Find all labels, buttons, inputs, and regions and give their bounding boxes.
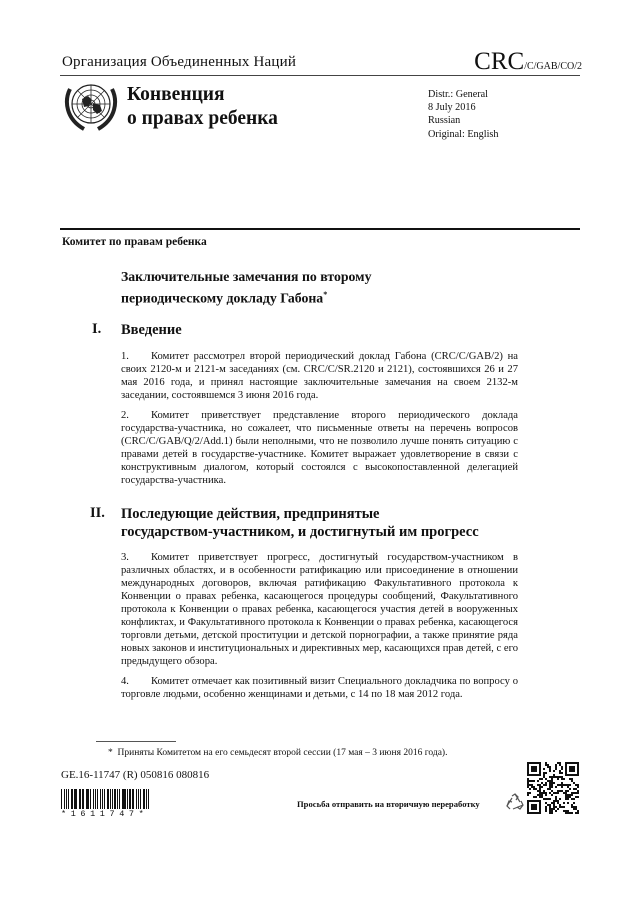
paragraph-number: 2. [121, 410, 129, 421]
barcode-bar [140, 789, 141, 809]
paragraph-2 [121, 409, 518, 487]
section-1-number: I. [92, 321, 102, 337]
organization-name: Организация Объединенных Наций [62, 54, 297, 70]
barcode-bar [68, 789, 69, 809]
distribution-block [428, 88, 498, 141]
header-rule [60, 75, 580, 76]
barcode-bar [66, 789, 67, 809]
qr-code-icon [527, 762, 579, 814]
barcode-bar [97, 789, 98, 809]
document-title-line2: периодическому докладу Габона [121, 290, 324, 306]
paragraph-number: 3. [121, 552, 129, 563]
barcode-bar [123, 789, 125, 809]
convention-title-line2: о правах ребенка [127, 108, 278, 129]
barcode-bar [71, 789, 73, 809]
header-thick-rule [60, 228, 580, 230]
paragraph-4 [121, 675, 518, 701]
recycle-text: Просьба отправить на вторичную переработку [297, 799, 480, 809]
paragraph-text: Комитет отмечает как позитивный визит Специального докладчика по вопросу о торговле людьми, особенно женщинами и детьми, с 14 по 18 мая 2012 года. [121, 676, 518, 700]
document-date: 8 July 2016 [428, 102, 476, 114]
barcode-bar [129, 789, 130, 809]
section-2-title [121, 505, 479, 541]
paragraph-text: Комитет приветствует прогресс, достигнутый государством-участником в различных областях, и в особенности ратификацию или присоединение в отношении международных договоров, включая ратификацию Факультативного протокола к Конвенции о правах ребенка, касающегося процедуры сообщений, Факультативного протокола к Конвенции о правах ребенка, касающегося участия детей в вооруженных конфликтах, и Факультативного протокола к Конвенции о правах ребенка, касающегося торговли детьми, детской проституции и детской порнографии, а также принятие ряда новых законов и институциональных и директивных мер, касающихся прав детей, с его предыдущего обзора. [121, 552, 518, 667]
symbol-suffix: /C/GAB/CO/2 [524, 61, 582, 72]
barcode-bar [100, 789, 101, 809]
barcode-bar [61, 789, 62, 809]
barcode-bar [112, 789, 113, 809]
convention-title-line1: Конвенция [127, 84, 225, 105]
footnote-marker[interactable]: * [323, 290, 328, 299]
convention-title [127, 83, 278, 131]
section-1-title: Введение [121, 322, 182, 338]
job-code: GE.16-11747 (R) 050816 080816 [61, 769, 210, 781]
document-title-line1: Заключительные замечания по второму [121, 269, 372, 284]
barcode-bar [80, 789, 81, 809]
barcode-number: *1611747* [61, 809, 149, 819]
committee-name: Комитет по правам ребенка [62, 236, 207, 248]
barcode-bar [127, 789, 128, 809]
paragraph-3 [121, 551, 518, 668]
recycle-icon [504, 792, 526, 814]
barcode-bar [82, 789, 83, 809]
document-symbol [474, 48, 582, 76]
barcode-bar [86, 789, 87, 809]
barcode-bar [75, 789, 76, 809]
barcode-bar [133, 789, 134, 809]
barcode-bar [148, 789, 149, 809]
barcode-bar [107, 789, 109, 809]
barcode-bar [104, 789, 105, 809]
barcode-bar [132, 789, 133, 809]
barcode-bar [64, 789, 65, 809]
barcode-bar [114, 789, 115, 809]
barcode-bar [110, 789, 111, 809]
paragraph-1 [121, 350, 518, 402]
barcode-bar [143, 789, 145, 809]
footnote-text: Приняты Комитетом на его семьдесят второй сессии (17 мая – 3 июня 2016 года). [117, 748, 448, 758]
section-2-title-line2: государством-участником, и достигнутый им прогресс [121, 524, 479, 540]
barcode-bar [117, 789, 118, 809]
paragraph-text: Комитет приветствует представление второго периодического доклада государства-участника, но сожалеет, что письменные ответы на перечень вопросов (CRC/C/GAB/Q/2/Add.1) были неполными, что не позволило лучше понять ситуацию с правами детей в государстве-участнике. Комитет выражает удовлетворение в связи с конструктивным диалогом, который состоялся с высокопоставленной делегацией государства-участника. [121, 410, 518, 486]
barcode-bar [79, 789, 80, 809]
footnote-rule [96, 741, 176, 742]
symbol-main: CRC [474, 48, 525, 75]
paragraph-text: Комитет рассмотрел второй периодический доклад Габона (CRC/C/GAB/2) на своих 2120-м и 2121-м заседаниях (см. CRC/C/SR.2120 и 2121), состоявшихся 26 и 27 мая 2016 года, и принял настоящие заключительные замечания на своем 2132-м заседании, состоявшемся 3 июня 2016 года. [121, 351, 518, 401]
barcode-bar [138, 789, 139, 809]
barcode-bar [136, 789, 137, 809]
barcode-bar [95, 789, 96, 809]
barcode-bar [90, 789, 91, 809]
barcode-bar [102, 789, 103, 809]
barcode-bar [119, 789, 120, 809]
footnote [108, 748, 447, 758]
barcode-icon [61, 789, 151, 809]
barcode-bar [87, 789, 89, 809]
barcode-bar [146, 789, 147, 809]
barcode-bar [93, 789, 94, 809]
distribution: Distr.: General [428, 89, 488, 100]
document-language: Russian [428, 115, 461, 127]
barcode-bar [122, 789, 123, 809]
paragraph-number: 1. [121, 351, 129, 362]
original-language: Original: English [428, 128, 499, 140]
document-title [121, 268, 371, 308]
barcode-bar [74, 789, 75, 809]
un-emblem-icon [62, 79, 120, 133]
section-2-title-line1: Последующие действия, предпринятые [121, 506, 380, 522]
paragraph-number: 4. [121, 676, 129, 687]
footnote-marker: * [108, 748, 113, 758]
section-2-number: II. [90, 505, 105, 521]
